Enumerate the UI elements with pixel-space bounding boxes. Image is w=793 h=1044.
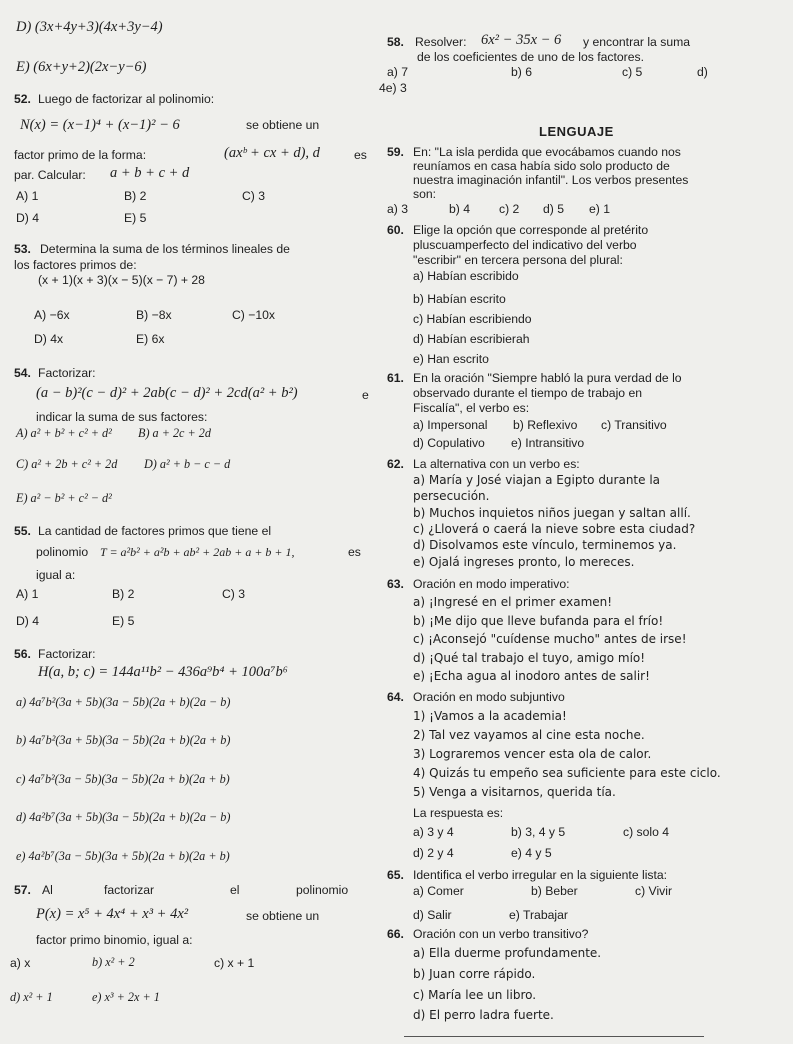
q51-option-d: D) (3x+4y+3)(4x+3y−4) (16, 19, 163, 35)
q54-option-b: B) a + 2c + 2d (138, 426, 211, 440)
q63-line1: Oración en modo imperativo: (413, 577, 570, 591)
q53-option-b: B) −8x (136, 308, 172, 322)
q62-option-a-cont: persecución. (413, 489, 490, 503)
q58-line2: de los coeficientes de uno de los factores. (417, 50, 644, 64)
q66-option-c: c) María lee un libro. (413, 988, 537, 1002)
q55-line1: La cantidad de factores primos que tiene el (38, 524, 272, 538)
q61-line2: observado durante el tiempo de trabajo en (413, 386, 643, 400)
q57-polynomial: P(x) = x⁵ + 4x⁴ + x³ + 4x² (36, 906, 189, 922)
q55-line3: igual a: (36, 568, 76, 582)
q63-number: 63. (387, 577, 404, 591)
q52-option-a: A) 1 (16, 189, 39, 203)
q52-line1: Luego de factorizar al polinomio: (38, 92, 215, 106)
q62-option-e: e) Ojalá ingreses pronto, lo mereces. (413, 555, 635, 569)
q57-option-d: d) x² + 1 (10, 990, 53, 1004)
q54-line1: Factorizar: (38, 366, 96, 380)
q56-option-b: b) 4a⁷b²(3a + 5b)(3a − 5b)(2a + b)(2a + b) (16, 733, 231, 747)
q54-expr-tail: e (362, 388, 369, 402)
q66-number: 66. (387, 927, 404, 941)
q62-option-a: a) María y José viajan a Egipto durante la (413, 473, 661, 487)
q55-option-d: D) 4 (16, 614, 40, 628)
q52-polynomial: N(x) = (x−1)⁴ + (x−1)² − 6 (20, 117, 180, 133)
q55-line2b: es (348, 545, 361, 559)
q59-option-b: b) 4 (449, 202, 471, 216)
q64-option-b: b) 3, 4 y 5 (511, 825, 566, 839)
q57-option-b: b) x² + 2 (92, 955, 135, 969)
q60-line1: Elige la opción que corresponde al pretérito (413, 223, 649, 237)
q52-number: 52. (14, 92, 31, 106)
q65-option-d: d) Salir (413, 908, 452, 922)
q62-option-d: d) Disolvamos este vínculo, terminemos ya. (413, 538, 677, 552)
q66-option-d: d) El perro ladra fuerte. (413, 1008, 554, 1022)
q57-line3: factor primo binomio, igual a: (36, 933, 193, 947)
q55-option-a: A) 1 (16, 587, 39, 601)
q52-calc: a + b + c + d (110, 165, 190, 181)
q52-line3a: factor primo de la forma: (14, 148, 147, 162)
q61-option-a: a) Impersonal (413, 418, 488, 432)
q60-option-d: d) Habían escribierah (413, 332, 530, 346)
q54-number: 54. (14, 366, 31, 380)
q57-option-c: c) x + 1 (214, 956, 255, 970)
q63-option-d: d) ¡Qué tal trabajo el tuyo, amigo mío! (413, 651, 646, 665)
q53-option-e: E) 6x (136, 332, 165, 346)
q52-poly-tail: se obtiene un (246, 118, 320, 132)
q53-line2: los factores primos de: (14, 258, 137, 272)
q58-option-a: a) 7 (387, 65, 409, 79)
q60-line3: "escribir" en tercera persona del plural: (413, 253, 623, 267)
q61-line1: En la oración "Siempre habló la pura verdad de lo (413, 371, 682, 385)
q64-item-4: 4) Quizás tu empeño sea suficiente para este ciclo. (413, 766, 721, 780)
q59-number: 59. (387, 145, 404, 159)
q56-option-e: e) 4a²b⁷(3a − 5b)(3a + 5b)(2a + b)(2a + b) (16, 849, 230, 863)
q64-option-c: c) solo 4 (623, 825, 670, 839)
q56-option-c: c) 4a⁷b²(3a − 5b)(3a − 5b)(2a + b)(2a + b) (16, 772, 230, 786)
q64-item-3: 3) Lograremos vencer esta ola de calor. (413, 747, 652, 761)
q56-option-a: a) 4a⁷b²(3a + 5b)(3a − 5b)(2a + b)(2a − b) (16, 695, 231, 709)
q55-number: 55. (14, 524, 31, 538)
q65-option-b: b) Beber (531, 884, 578, 898)
q64-item-1: 1) ¡Vamos a la academia! (413, 709, 567, 723)
q61-option-b: b) Reflexivo (513, 418, 578, 432)
q55-polynomial: T = a²b² + a²b + ab² + 2ab + a + b + 1, (100, 545, 295, 559)
q59-option-c: c) 2 (499, 202, 520, 216)
q54-option-a: A) a² + b² + c² + d² (16, 426, 112, 440)
q63-option-b: b) ¡Me dijo que lleve bufanda para el frío! (413, 614, 664, 628)
q59-line4: son: (413, 187, 437, 201)
q52-option-b: B) 2 (124, 189, 147, 203)
q53-expression: (x + 1)(x + 3)(x − 5)(x − 7) + 28 (38, 273, 205, 287)
q65-number: 65. (387, 868, 404, 882)
q58-line1a: Resolver: (415, 35, 467, 49)
q64-answer-label: La respuesta es: (413, 806, 504, 820)
q62-line1: La alternativa con un verbo es: (413, 457, 580, 471)
q58-line1b: y encontrar la suma (583, 35, 691, 49)
q54-option-e: E) a² − b² + c² − d² (16, 491, 112, 505)
q56-option-d: d) 4a²b⁷(3a + 5b)(3a − 5b)(2a + b)(2a − b) (16, 810, 231, 824)
q53-option-c: C) −10x (232, 308, 276, 322)
q64-item-2: 2) Tal vez vayamos al cine esta noche. (413, 728, 645, 742)
q58-option-b: b) 6 (511, 65, 533, 79)
q54-expression: (a − b)²(c − d)² + 2ab(c − d)² + 2cd(a² + b²) (36, 385, 298, 401)
q55-option-e: E) 5 (112, 614, 135, 628)
q57-word-polinomio: polinomio (296, 883, 349, 897)
q57-word-al: Al (42, 883, 53, 897)
q61-line3: Fiscalía", el verbo es: (413, 401, 530, 415)
q58-option-c: c) 5 (622, 65, 643, 79)
q54-option-d: D) a² + b − c − d (144, 457, 231, 471)
q55-option-c: C) 3 (222, 587, 246, 601)
q61-option-e: e) Intransitivo (511, 436, 585, 450)
q64-number: 64. (387, 690, 404, 704)
q65-option-a: a) Comer (413, 884, 464, 898)
q54-line3: indicar la suma de sus factores: (36, 410, 208, 424)
q62-option-b: b) Muchos inquietos niños juegan y saltan allí. (413, 506, 691, 520)
q56-number: 56. (14, 647, 31, 661)
q52-line4: par. Calcular: (14, 168, 86, 182)
q63-option-c: c) ¡Aconsejó "cuídense mucho" antes de irse! (413, 632, 687, 646)
q57-number: 57. (14, 883, 31, 897)
section-title-lenguaje: LENGUAJE (539, 124, 614, 139)
q52-option-e: E) 5 (124, 211, 147, 225)
q60-option-e: e) Han escrito (413, 352, 489, 366)
q63-option-a: a) ¡Ingresé en el primer examen! (413, 595, 613, 609)
q60-option-c: c) Habían escribiendo (413, 312, 532, 326)
q60-option-a: a) Habían escribido (413, 269, 519, 283)
q51-option-e: E) (6x+y+2)(2x−y−6) (16, 59, 147, 75)
q65-option-c: c) Vivir (635, 884, 673, 898)
q59-line3: nuestra imaginación infantil". Los verbos presentes (413, 173, 689, 187)
q63-option-e: e) ¡Echa agua al inodoro antes de salir! (413, 669, 650, 683)
q57-word-factorizar: factorizar (104, 883, 155, 897)
q62-number: 62. (387, 457, 404, 471)
q52-option-c: C) 3 (242, 189, 266, 203)
q53-line1: Determina la suma de los términos lineales de (40, 242, 290, 256)
q60-line2: pluscuamperfecto del indicativo del verbo (413, 238, 637, 252)
q56-line1: Factorizar: (38, 647, 96, 661)
q57-poly-tail: se obtiene un (246, 909, 320, 923)
q65-option-e: e) Trabajar (509, 908, 568, 922)
q66-line1: Oración con un verbo transitivo? (413, 927, 589, 941)
q54-option-c: C) a² + 2b + c² + 2d (16, 457, 118, 471)
q66-option-b: b) Juan corre rápido. (413, 967, 536, 981)
q59-line1: En: "La isla perdida que evocábamos cuando nos (413, 145, 681, 159)
q64-line1: Oración en modo subjuntivo (413, 690, 565, 704)
q62-option-c: c) ¿Lloverá o caerá la nieve sobre esta ciudad? (413, 522, 696, 536)
q52-line3b: es (354, 148, 367, 162)
q57-option-a: a) x (10, 956, 31, 970)
q58-option-e: 4e) 3 (379, 81, 407, 95)
q64-option-e: e) 4 y 5 (511, 846, 552, 860)
bottom-rule (404, 1036, 704, 1037)
q58-number: 58. (387, 35, 404, 49)
q61-option-c: c) Transitivo (601, 418, 667, 432)
q52-option-d: D) 4 (16, 211, 40, 225)
q53-option-a: A) −6x (34, 308, 70, 322)
q60-option-b: b) Habían escrito (413, 292, 506, 306)
q65-line1: Identifica el verbo irregular en la siguiente lista: (413, 868, 668, 882)
q60-number: 60. (387, 223, 404, 237)
q57-word-el: el (230, 883, 240, 897)
q64-option-a: a) 3 y 4 (413, 825, 454, 839)
q56-expression: H(a, b; c) = 144a¹¹b² − 436a⁹b⁴ + 100a⁷b⁶ (38, 664, 288, 680)
q59-line2: reuníamos en casa había sido solo producto de (413, 159, 670, 173)
q59-option-a: a) 3 (387, 202, 409, 216)
q58-expression: 6x² − 35x − 6 (481, 32, 562, 48)
q64-item-5: 5) Venga a visitarnos, querida tía. (413, 785, 616, 799)
q55-line2a: polinomio (36, 545, 89, 559)
q59-option-e: e) 1 (589, 202, 611, 216)
q59-option-d: d) 5 (543, 202, 565, 216)
q53-number: 53. (14, 242, 31, 256)
q55-option-b: B) 2 (112, 587, 135, 601)
q61-number: 61. (387, 371, 404, 385)
q57-option-e: e) x³ + 2x + 1 (92, 990, 160, 1004)
q52-form: (axᵇ + cx + d), d (224, 145, 320, 161)
q64-option-d: d) 2 y 4 (413, 846, 454, 860)
q53-option-d: D) 4x (34, 332, 64, 346)
q58-option-d: d) (697, 65, 708, 79)
q66-option-a: a) Ella duerme profundamente. (413, 946, 602, 960)
q61-option-d: d) Copulativo (413, 436, 485, 450)
